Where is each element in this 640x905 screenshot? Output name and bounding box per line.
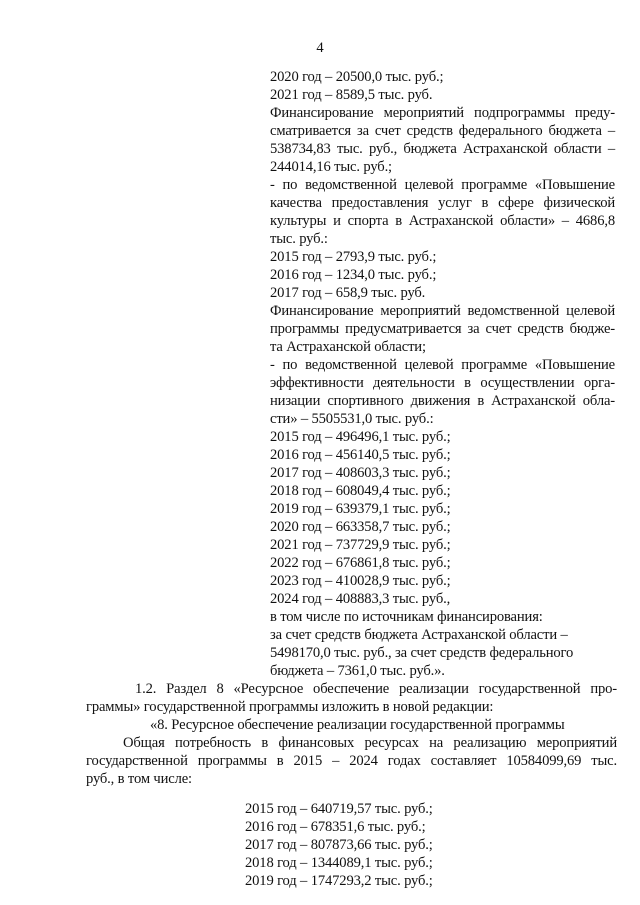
- text-line: 2017 год – 807873,66 тыс. руб.;: [245, 837, 433, 853]
- text-line: 2015 год – 2793,9 тыс. руб.;: [270, 249, 437, 265]
- text-line: - по ведомственной целевой программе «Повышение: [270, 177, 615, 193]
- text-line: 5498170,0 тыс. руб., за счет средств федерального: [270, 645, 574, 661]
- text-line: «8. Ресурсное обеспечение реализации государственной программы: [150, 717, 565, 733]
- text-line: 2016 год – 1234,0 тыс. руб.;: [270, 267, 437, 283]
- text-line: 2015 год – 640719,57 тыс. руб.;: [245, 801, 433, 817]
- text-line: 2019 год – 1747293,2 тыс. руб.;: [245, 873, 433, 889]
- text-line: тыс. руб.:: [270, 231, 328, 247]
- text-line: Финансирование мероприятий подпрограммы преду-: [270, 105, 615, 121]
- text-line: в том числе по источникам финансирования:: [270, 609, 543, 625]
- text-line: низации спортивного движения в Астраханской обла-: [270, 393, 615, 409]
- text-line: 2020 год – 20500,0 тыс. руб.;: [270, 69, 444, 85]
- text-line: Финансирование мероприятий ведомственной целевой: [270, 303, 615, 319]
- text-line: 2023 год – 410028,9 тыс. руб.;: [270, 573, 451, 589]
- text-line: 2017 год – 408603,3 тыс. руб.;: [270, 465, 451, 481]
- text-line: программы предусматривается за счет средств бюдже-: [270, 321, 615, 337]
- text-line: 2018 год – 608049,4 тыс. руб.;: [270, 483, 451, 499]
- text-line: 2024 год – 408883,3 тыс. руб.,: [270, 591, 451, 607]
- page-number: 4: [316, 40, 324, 56]
- text-line: 2021 год – 8589,5 тыс. руб.: [270, 87, 433, 103]
- text-line: граммы» государственной программы изложить в новой редакции:: [86, 699, 494, 715]
- text-line: сматривается за счет средств федерального бюджета –: [270, 123, 615, 139]
- text-line: 244014,16 тыс. руб.;: [270, 159, 392, 175]
- text-line: 2021 год – 737729,9 тыс. руб.;: [270, 537, 451, 553]
- text-line: Общая потребность в финансовых ресурсах на реализацию мероприятий: [123, 735, 617, 751]
- text-line: эффективности деятельности в осуществлении орга-: [270, 375, 615, 391]
- text-line: 2019 год – 639379,1 тыс. руб.;: [270, 501, 451, 517]
- text-line: 2022 год – 676861,8 тыс. руб.;: [270, 555, 451, 571]
- text-line: 538734,83 тыс. руб., бюджета Астраханской области –: [270, 141, 615, 157]
- text-line: культуры и спорта в Астраханской области» – 4686,8: [270, 213, 615, 229]
- text-line: государственной программы в 2015 – 2024 годах составляет 10584099,69 тыс.: [86, 753, 617, 769]
- text-line: качества предоставления услуг в сфере физической: [270, 195, 615, 211]
- text-line: за счет средств бюджета Астраханской области –: [270, 627, 568, 643]
- text-line: та Астраханской области;: [270, 339, 426, 355]
- text-line: 2018 год – 1344089,1 тыс. руб.;: [245, 855, 433, 871]
- text-line: 2016 год – 456140,5 тыс. руб.;: [270, 447, 451, 463]
- text-line: - по ведомственной целевой программе «Повышение: [270, 357, 615, 373]
- text-line: 2017 год – 658,9 тыс. руб.: [270, 285, 426, 301]
- text-line: 2015 год – 496496,1 тыс. руб.;: [270, 429, 451, 445]
- text-line: 2016 год – 678351,6 тыс. руб.;: [245, 819, 426, 835]
- text-line: руб., в том числе:: [86, 771, 192, 787]
- text-line: сти» – 5505531,0 тыс. руб.:: [270, 411, 434, 427]
- text-line: 1.2. Раздел 8 «Ресурсное обеспечение реализации государственной про-: [135, 681, 617, 697]
- text-line: бюджета – 7361,0 тыс. руб.».: [270, 663, 445, 679]
- text-line: 2020 год – 663358,7 тыс. руб.;: [270, 519, 451, 535]
